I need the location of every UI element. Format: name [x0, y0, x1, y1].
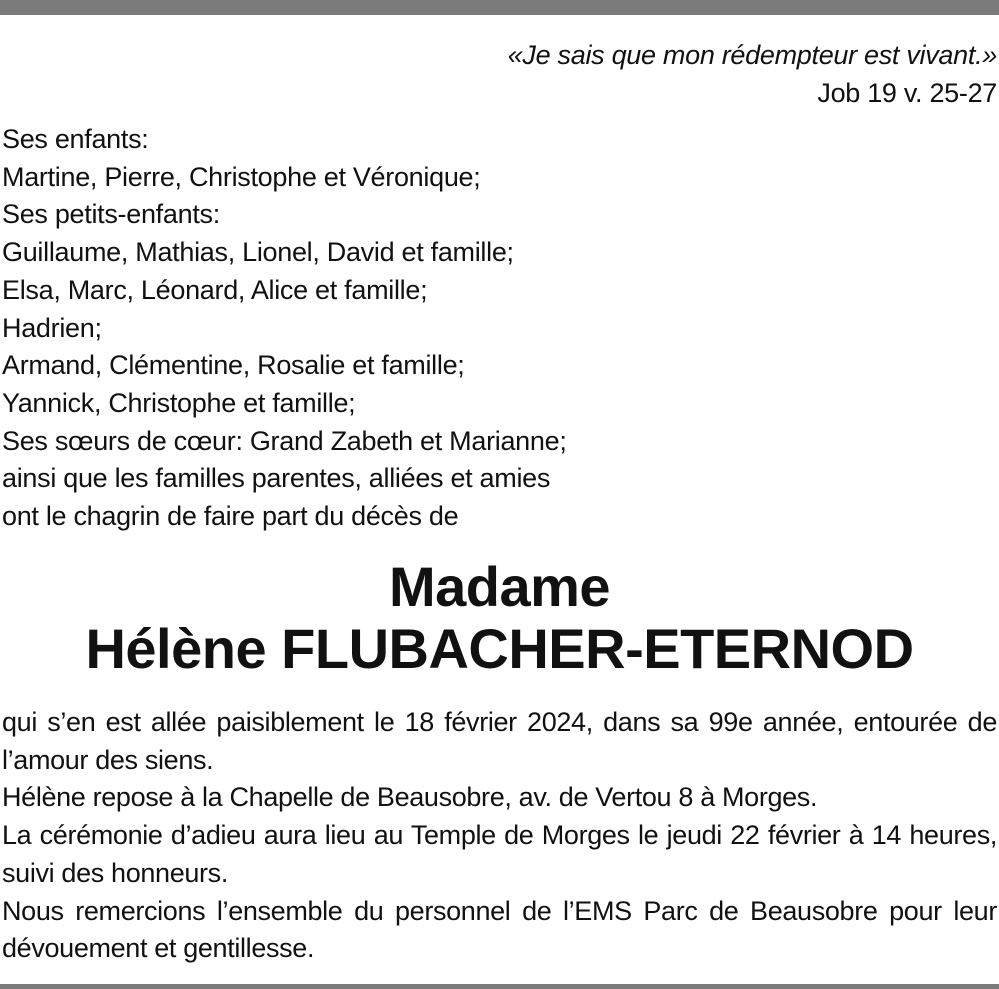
- family-list: [2, 121, 567, 536]
- family-line: Martine, Pierre, Christophe et Véronique;: [2, 161, 481, 192]
- family-line: Ses petits-enfants:: [2, 199, 220, 230]
- epigraph-reference: Job 19 v. 25-27: [817, 78, 997, 108]
- ceremony-paragraph: La cérémonie d’adieu aura lieu au Temple de Morges le jeudi 22 février à 14 heures, suivi des honneurs.: [2, 820, 997, 888]
- family-line: Ses sœurs de cœur: Grand Zabeth et Marianne;: [2, 425, 567, 456]
- family-line: Guillaume, Mathias, Lionel, David et famille;: [2, 237, 514, 268]
- rest-paragraph: Hélène repose à la Chapelle de Beausobre, av. de Vertou 8 à Morges.: [2, 782, 818, 813]
- family-line: Elsa, Marc, Léonard, Alice et famille;: [2, 274, 428, 305]
- epigraph-quote: «Je sais que mon rédempteur est vivant.»: [507, 40, 997, 70]
- thanks-paragraph: Nous remercions l’ensemble du personnel de l’EMS Parc de Beausobre pour leur dévouement et gentillesse.: [2, 895, 997, 964]
- family-line: Hadrien;: [2, 312, 102, 343]
- deceased-name-block: [0, 556, 999, 680]
- deceased-name: Hélène FLUBACHER-ETERNOD: [85, 617, 914, 680]
- details-section: [2, 704, 997, 968]
- family-line: Yannick, Christophe et famille;: [2, 387, 356, 418]
- top-rule: [0, 0, 999, 15]
- epigraph: [508, 36, 997, 112]
- bottom-rule: [0, 984, 999, 989]
- passing-paragraph: qui s’en est allée paisiblement le 18 février 2024, dans sa 99e année, entourée de l’amour des siens.: [2, 707, 997, 775]
- family-line: Armand, Clémentine, Rosalie et famille;: [2, 350, 465, 381]
- deceased-title: Madame: [388, 555, 611, 618]
- family-line: Ses enfants:: [2, 124, 149, 154]
- family-line: ainsi que les familles parentes, alliées et amies: [2, 463, 551, 494]
- family-line: ont le chagrin de faire part du décès de: [2, 501, 459, 532]
